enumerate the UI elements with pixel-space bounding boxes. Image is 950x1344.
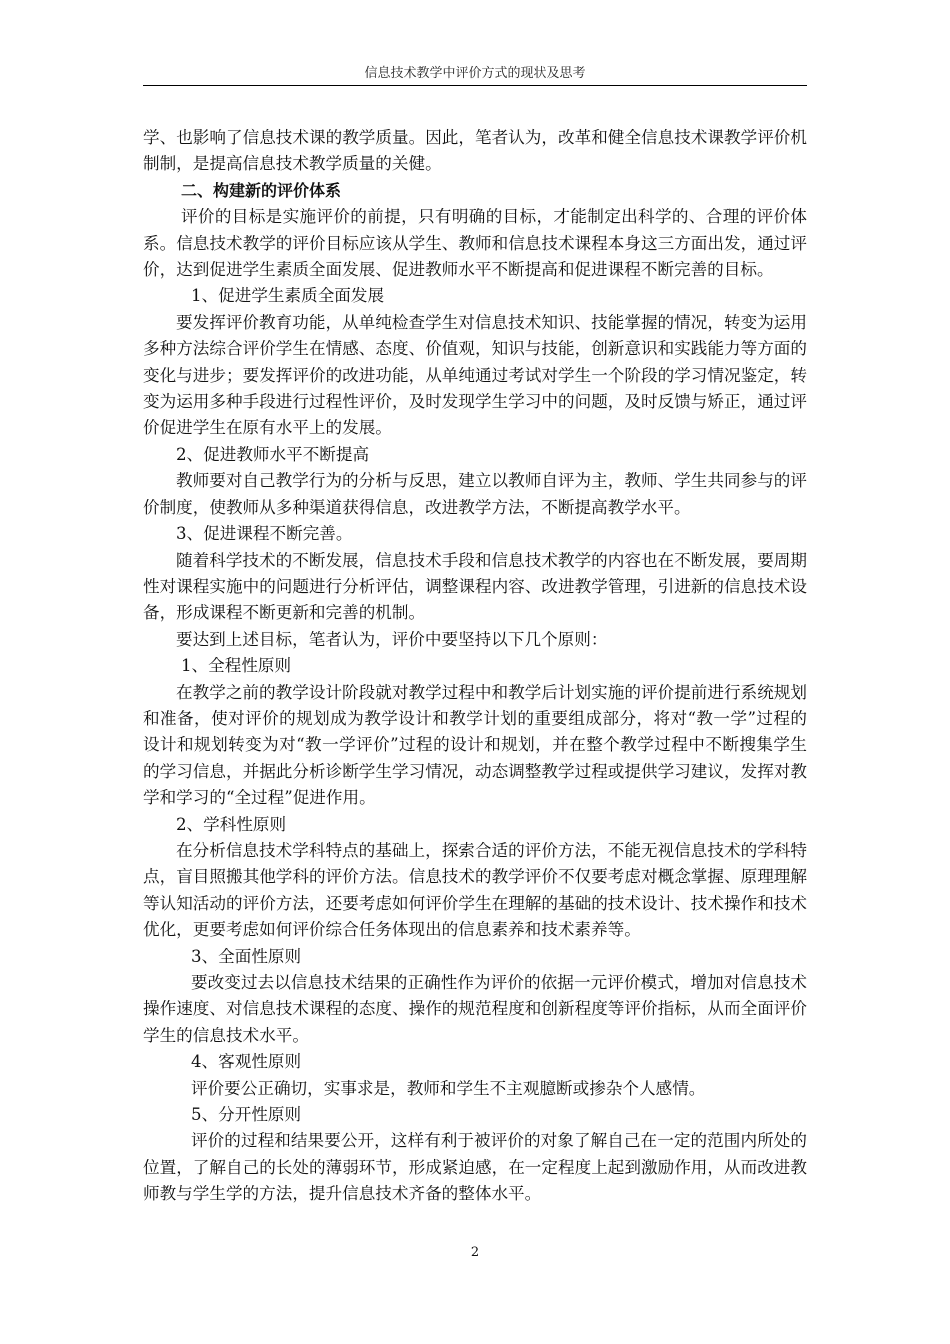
paragraph: 要发挥评价教育功能，从单纯检查学生对信息技术知识、技能掌握的情况，转变为运用多种方法综合评价学生在情感、态度、价值观，知识与技能，创新意识和实践能力等方面的变化与进步；要发挥评价的改进功能，从单纯通过考试对学生一个阶段的学习情况鉴定，转变为运用多种手段进行过程性评价，及时发现学生学习中的问题，及时反馈与矫正，通过评价促进学生在原有水平上的发展。 bbox=[143, 312, 807, 438]
paragraph: 4、客观性原则 bbox=[191, 1052, 302, 1072]
paragraph: 3、促进课程不断完善。 bbox=[176, 524, 353, 544]
paragraph: 3、全面性原则 bbox=[191, 946, 302, 966]
running-header: 信息技术教学中评价方式的现状及思考 bbox=[364, 66, 586, 81]
page-number: 2 bbox=[470, 1245, 480, 1260]
paragraph: 2、促进教师水平不断提高 bbox=[176, 444, 370, 464]
paragraph: 评价要公正确切，实事求是，教师和学生不主观臆断或掺杂个人感情。 bbox=[191, 1078, 706, 1098]
paragraph: 教师要对自己教学行为的分析与反思，建立以教师自评为主，教师、学生共同参与的评价制度，使教师从多种渠道获得信息，改进教学方法，不断提高教学水平。 bbox=[143, 471, 807, 517]
section-heading: 二、构建新的评价体系 bbox=[181, 180, 342, 200]
paragraph: 学、也影响了信息技术课的教学质量。因此，笔者认为，改革和健全信息技术课教学评价机制制，是提高信息技术教学质量的关健。 bbox=[143, 128, 807, 174]
paragraph: 在教学之前的教学设计阶段就对教学过程中和教学后计划实施的评价提前进行系统规划和准备，使对评价的规划成为教学设计和教学计划的重要组成部分，将对“教一学”过程的设计和规划转变为对“教一学评价”过程的设计和规划，并在整个教学过程中不断搜集学生的学习信息，并据此分析诊断学生学习情况，动态调整教学过程或提供学习建议，发挥对教学和学习的“全过程”促进作用。 bbox=[143, 682, 807, 808]
paragraph: 2、学科性原则 bbox=[176, 814, 287, 834]
paragraph: 1、全程性原则 bbox=[181, 656, 292, 676]
paragraph: 要改变过去以信息技术结果的正确性作为评价的依据一元评价模式，增加对信息技术操作速度、对信息技术课程的态度、操作的规范程度和创新程度等评价指标，从而全面评价学生的信息技术水平。 bbox=[143, 973, 807, 1045]
paragraph: 随着科学技术的不断发展，信息技术手段和信息技术教学的内容也在不断发展，要周期性对课程实施中的问题进行分析评估，调整课程内容、改进教学管理，引进新的信息技术设备，形成课程不断更新和完善的机制。 bbox=[143, 550, 807, 623]
paragraph: 1、促进学生素质全面发展 bbox=[191, 286, 385, 306]
document-body bbox=[143, 125, 807, 1208]
paragraph: 评价的过程和结果要公开，这样有利于被评价的对象了解自己在一定的范围内所处的位置，了解自己的长处的薄弱环节，形成紧迫感，在一定程度上起到激励作用，从而改进教师教与学生学的方法，提升信息技术齐备的整体水平。 bbox=[143, 1131, 807, 1204]
paragraph: 要达到上述目标，笔者认为，评价中要坚持以下几个原则： bbox=[176, 629, 608, 649]
paragraph: 5、分开性原则 bbox=[191, 1105, 302, 1125]
paragraph: 评价的目标是实施评价的前提，只有明确的目标，才能制定出科学的、合理的评价体系。信息技术教学的评价目标应该从学生、教师和信息技术课程本身这三方面出发，通过评价，达到促进学生素质全面发展、促进教师水平不断提高和促进课程不断完善的目标。 bbox=[143, 207, 807, 280]
paragraph: 在分析信息技术学科特点的基础上，探索合适的评价方法，不能无视信息技术的学科特点，盲目照搬其他学科的评价方法。信息技术的教学评价不仅要考虑对概念掌握、原理理解等认知活动的评价方法，还要考虑如何评价学生在理解的基础的技术设计、技术操作和技术优化，更要考虑如何评价综合任务体现出的信息素养和技术素养等。 bbox=[143, 840, 807, 940]
header-rule bbox=[143, 85, 807, 86]
